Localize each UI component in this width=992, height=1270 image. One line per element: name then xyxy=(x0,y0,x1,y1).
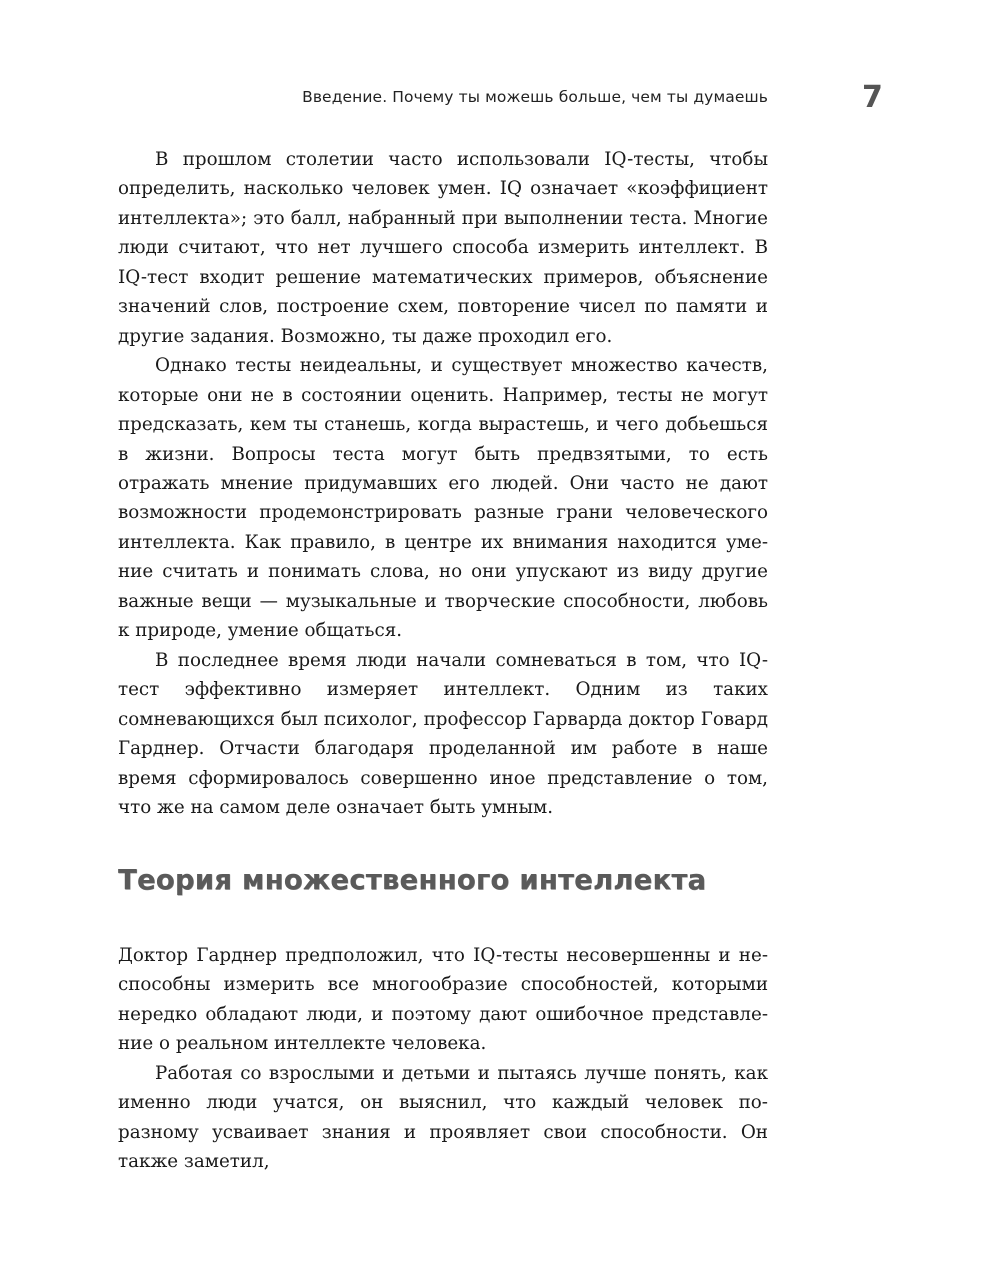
paragraph-iq-tests: В прошлом столетии часто использовали IQ-тесты, чтобы определить, насколько человек умен. IQ означает «коэффициент интеллекта»; это балл, набранный при выполнении теста. Многие люди считают, что нет лучшего способа измерить интеллект. В IQ-тест входит решение математических примеров, объяснение значений слов, построение схем, повторение чисел по памяти и другие задания. Возможно, ты даже проходил его. xyxy=(118,149,768,347)
paragraph-gardner-hypothesis: Доктор Гарднер предположил, что IQ-тесты несовершенны и неспособны измерить все многообразие способностей, которыми нередко обладают люди, и поэтому дают ошибочное представление о реальном интеллекте человека. xyxy=(118,945,768,1055)
page-number: 7 xyxy=(862,80,883,115)
theory-text-block xyxy=(118,941,768,1177)
running-head-title: Введение. Почему ты можешь больше, чем ты думаешь xyxy=(302,88,768,106)
intro-text-block xyxy=(118,145,768,822)
section-heading: Теория множественного интеллекта xyxy=(118,864,707,896)
paragraph-tests-imperfect: Однако тесты неидеальны, и существует множество качеств, которые они не в состоянии оценить. Например, тесты не могут предсказать, кем ты станешь, когда вырастешь, и чего добьешься в жизни. Вопросы теста могут быть предвзятыми, то есть отражать мнение придумавших его людей. Они часто не дают возможности продемонстрировать разные грани человеческого интеллекта. Как правило, в центре их внимания находится умение считать и понимать слова, но они упускают из виду другие важные вещи — музыкальные и творческие способности, любовь к природе, умение общаться. xyxy=(118,355,768,642)
paragraph-gardner-research: Работая со взрослыми и детьми и пытаясь лучше понять, как именно люди учатся, он выяснил, что каждый человек по-разному усваивает знания и проявляет свои способности. Он также заметил, xyxy=(118,1062,768,1173)
paragraph-doubters: В последнее время люди начали сомневаться в том, что IQ-тест эффективно измеряет интеллект. Одним из таких сомневающихся был психолог, профессор Гарварда доктор Говард Гарднер. Отчасти благодаря проделанной им работе в наше время сформировалось совершенно иное представление о том, что же на самом деле означает быть умным. xyxy=(118,649,768,818)
